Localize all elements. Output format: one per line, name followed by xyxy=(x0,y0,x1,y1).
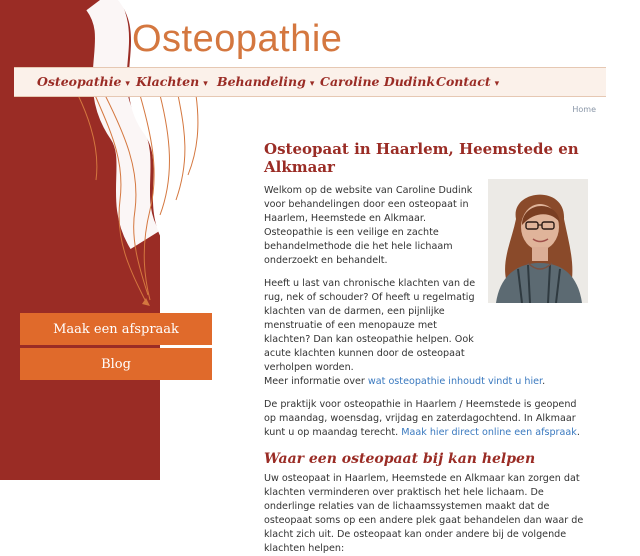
intro-paragraph: Welkom op de website van Caroline Dudink voor behandelingen door een osteopaat in Haarlem, Heemstede en Alkmaar. Osteopathie is een veilige en zachte behandelmethode die het hele lichaam onderzoekt en behandelt. xyxy=(264,185,473,266)
blog-button[interactable]: Blog xyxy=(20,348,212,380)
online-appointment-link[interactable]: Maak hier direct online een afspraak xyxy=(401,427,577,438)
chevron-down-icon: ▾ xyxy=(309,79,315,89)
practice-paragraph xyxy=(264,398,588,440)
nav-label: Osteopathie xyxy=(37,74,122,89)
more-info-link[interactable]: wat osteopathie inhoudt vindt u hier xyxy=(367,376,543,387)
page-title: Osteopaat in Haarlem, Heemstede en Alkmaar xyxy=(264,140,579,176)
section-heading: Waar een osteopaat bij kan helpen xyxy=(264,451,536,467)
make-appointment-button[interactable]: Maak een afspraak xyxy=(20,313,212,345)
more-info-suffix: . xyxy=(542,376,546,387)
breadcrumb xyxy=(572,105,596,114)
more-info-text: Meer informatie over xyxy=(264,376,368,387)
main-content xyxy=(264,140,588,556)
nav-item-contact[interactable] xyxy=(436,74,499,89)
chevron-down-icon: ▾ xyxy=(125,79,130,89)
nav-item-behandeling[interactable] xyxy=(217,74,314,89)
nav-item-klachten[interactable] xyxy=(136,74,208,89)
nav-item-osteopathie[interactable] xyxy=(37,74,130,89)
nav-label: Behandeling xyxy=(217,74,306,89)
nav-item-caroline-dudink[interactable] xyxy=(320,74,435,89)
more-info-line xyxy=(264,375,588,389)
nav-label: Caroline Dudink xyxy=(320,74,436,89)
nav-label: Klachten xyxy=(136,74,200,89)
help-paragraph: Uw osteopaat in Haarlem, Heemstede en Alkmaar kan zorgen dat klachten verminderen over praktisch het hele lichaam. De onderlinge relaties van de lichaamssystemen maakt dat de osteopaat soms op een andere plek gaat behandelen dan waar de klacht zich uit. De osteopaat kan onder andere bij de volgende klachten helpen: xyxy=(264,473,584,554)
complaints-paragraph: Heeft u last van chronische klachten van de rug, nek of schouder? Of heeft u regelmatig klachten van de darmen, een pijnlijke menstruatie of een menopauze met klachten? Dan kan osteopathie helpen. Ook acute klachten kunnen door de osteopaat verholpen worden. xyxy=(264,278,476,373)
chevron-down-icon: ▾ xyxy=(203,79,208,89)
breadcrumb-home-link[interactable]: Home xyxy=(572,105,596,114)
practice-suffix: . xyxy=(576,427,580,438)
chevron-down-icon: ▾ xyxy=(494,79,500,89)
main-navigation xyxy=(14,67,606,97)
practice-text: De praktijk voor osteopathie in Haarlem / Heemstede is geopend op maandag, woensdag, vrijdag en zaterdagochtend. In Alkmaar kunt u op maandag terecht. xyxy=(264,399,577,438)
site-logo[interactable]: Osteopathie xyxy=(132,18,343,60)
nav-label: Contact xyxy=(436,74,491,89)
